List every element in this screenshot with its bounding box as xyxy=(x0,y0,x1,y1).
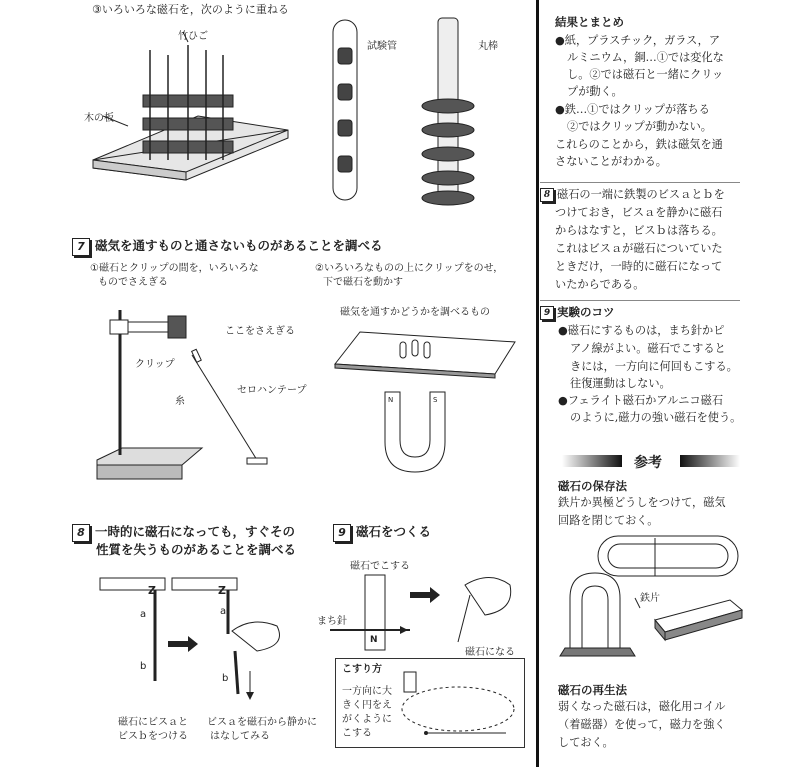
storage-title: 磁石の保存法 xyxy=(558,479,627,493)
tips-line-5: ●フェライト磁石かアルニコ磁石 xyxy=(558,394,724,407)
iron-piece-label: 鉄片 xyxy=(640,593,660,604)
result-line-2: ルミニウム，銅…①では変化な xyxy=(567,51,724,64)
rubbing-method-line1: 一方向に大 xyxy=(342,686,392,697)
section-8-line1: 一時的に磁石になっても，すぐその xyxy=(95,524,296,539)
cellophane-tape-label: セロハンテープ xyxy=(237,385,307,396)
divider-line-2 xyxy=(540,300,740,301)
rubbing-method-line3: がくように xyxy=(342,714,392,725)
right-sec8-line-5: ときだけ，一時的に磁石になって xyxy=(555,260,723,273)
section-9-title: 磁石をつくる xyxy=(356,524,432,539)
sec7-sub1-line1: ①磁石とクリップの間を，いろいろな xyxy=(90,263,259,274)
right-sec8-line-4: これはビスａが磁石についていた xyxy=(555,242,723,255)
rod-ring-magnets-illustration xyxy=(420,18,480,208)
svg-text:S: S xyxy=(433,396,438,404)
test-tube-label: 試験管 xyxy=(367,41,397,52)
bamboo-stick-label: 竹ひご xyxy=(178,31,208,42)
stacked-magnets-illustration xyxy=(88,30,298,180)
magnet-storage-illustration xyxy=(560,528,760,663)
section-8-number: 8 xyxy=(72,524,90,542)
sec7-sub2-line1: ②いろいろなものの上にクリップをのせ， xyxy=(315,263,504,274)
right-sec9-title: 実験のコツ xyxy=(557,305,615,319)
screws-on-magnet-illustration xyxy=(100,576,300,706)
screw-b2-label: b xyxy=(222,673,229,684)
becomes-magnet-label: 磁石になる xyxy=(465,647,515,658)
section-7-heading xyxy=(72,236,383,256)
screw-b-label: b xyxy=(140,661,147,672)
section-8-heading xyxy=(72,522,295,542)
test-material-label: 磁気を通すかどうかを調べるもの xyxy=(340,307,490,318)
right-sec8-line-2: つけておき，ビスａを静かに磁石 xyxy=(555,206,723,219)
sec8-cap1-line1: 磁石にビスａと xyxy=(118,717,188,728)
tips-line-4: 往復運動はしない。 xyxy=(570,377,671,390)
result-line-8: さないことがわかる。 xyxy=(555,155,667,168)
result-line-1: ●紙，プラスチック，ガラス，ア xyxy=(555,34,721,47)
magnet-letter-z1: Z xyxy=(148,584,156,597)
tips-line-1: ●磁石にするものは，まち針かピ xyxy=(558,324,725,337)
right-section-8-number: 8 xyxy=(540,188,554,202)
step3-title: ③いろいろな磁石を，次のように重ねる xyxy=(92,3,289,16)
reference-title: 参考 xyxy=(634,455,662,471)
section-8-line2: 性質を失うものがあることを調べる xyxy=(96,542,297,557)
screw-a2-label: a xyxy=(220,606,227,617)
result-title: 結果とまとめ xyxy=(555,15,624,29)
storage-line-1: 鉄片か異極どうしをつけて，磁気 xyxy=(558,496,726,509)
result-line-5: ●鉄…①ではクリップが落ちる xyxy=(555,103,710,116)
magnet-letter-z2: Z xyxy=(218,584,226,597)
svg-text:N: N xyxy=(388,396,394,404)
sec8-cap1-line2: ビスｂをつける xyxy=(118,731,188,742)
board-u-magnet-illustration xyxy=(330,322,520,492)
ellipse-path-illustration xyxy=(396,667,516,742)
right-sec8-first xyxy=(540,186,725,204)
right-sec8-line-3: からはなすと，ビスｂは落ちる。 xyxy=(555,224,723,237)
section-7-number: 7 xyxy=(72,238,90,256)
test-tube-illustration xyxy=(325,20,365,210)
regen-line-1: 弱くなった磁石は，磁化用コイル xyxy=(558,700,726,713)
sec7-sub1-line2: ものでさえぎる xyxy=(98,277,168,288)
sec7-sub2-line2: 下で磁石を動かす xyxy=(323,277,403,288)
rubbing-method-box xyxy=(335,658,525,748)
svg-text:N: N xyxy=(370,635,378,645)
clip-label: クリップ xyxy=(135,359,175,370)
regen-title: 磁石の再生法 xyxy=(558,683,627,697)
section-7-title: 磁気を通すものと通さないものがあることを調べる xyxy=(95,238,383,253)
thread-label: 糸 xyxy=(175,396,185,407)
wood-board-label: 木の板 xyxy=(84,113,114,124)
sec8-cap2-line1: ビスａを磁石から静かに xyxy=(207,717,317,728)
divider-line-1 xyxy=(540,182,740,183)
block-here-label: ここをさえぎる xyxy=(225,326,295,337)
tips-line-2: アノ線がよい。磁石でこすると xyxy=(570,342,726,355)
result-line-3: し。②では磁石と一緒にクリッ xyxy=(567,68,724,81)
section-9-heading xyxy=(333,522,431,542)
result-line-4: プが動く。 xyxy=(567,85,623,98)
round-rod-label: 丸棒 xyxy=(478,41,498,52)
regen-line-2: （着磁器）を使って，磁力を強く xyxy=(558,718,726,731)
section-9-number: 9 xyxy=(333,524,351,542)
rubbing-method-title: こすり方 xyxy=(342,664,382,675)
rubbing-method-line2: きく円をえ xyxy=(342,700,392,711)
tips-line-3: きには，一方向に何回もこする。 xyxy=(570,360,738,373)
right-sec8-line-1: 磁石の一端に鉄製のビスａとｂを xyxy=(557,188,725,201)
regen-line-3: しておく。 xyxy=(558,736,614,749)
column-divider xyxy=(536,0,539,767)
screw-a-label: a xyxy=(140,609,147,620)
tips-line-6: のように,磁力の強い磁石を使う。 xyxy=(570,411,742,424)
rubbing-method-line4: こする xyxy=(342,728,372,739)
result-line-7: これらのことから，鉄は磁気を通 xyxy=(555,138,723,151)
right-sec9-heading xyxy=(540,304,615,320)
right-section-9-number: 9 xyxy=(540,306,554,320)
storage-line-2: 回路を閉じておく。 xyxy=(558,514,659,527)
right-sec8-line-6: いたからである。 xyxy=(555,278,645,291)
marking-pin-label: まち針 xyxy=(317,616,347,627)
result-line-6: ②ではクリップが動かない。 xyxy=(567,120,712,133)
rub-with-magnet-label: 磁石でこする xyxy=(350,561,410,572)
sec8-cap2-line2: はなしてみる xyxy=(210,731,270,742)
